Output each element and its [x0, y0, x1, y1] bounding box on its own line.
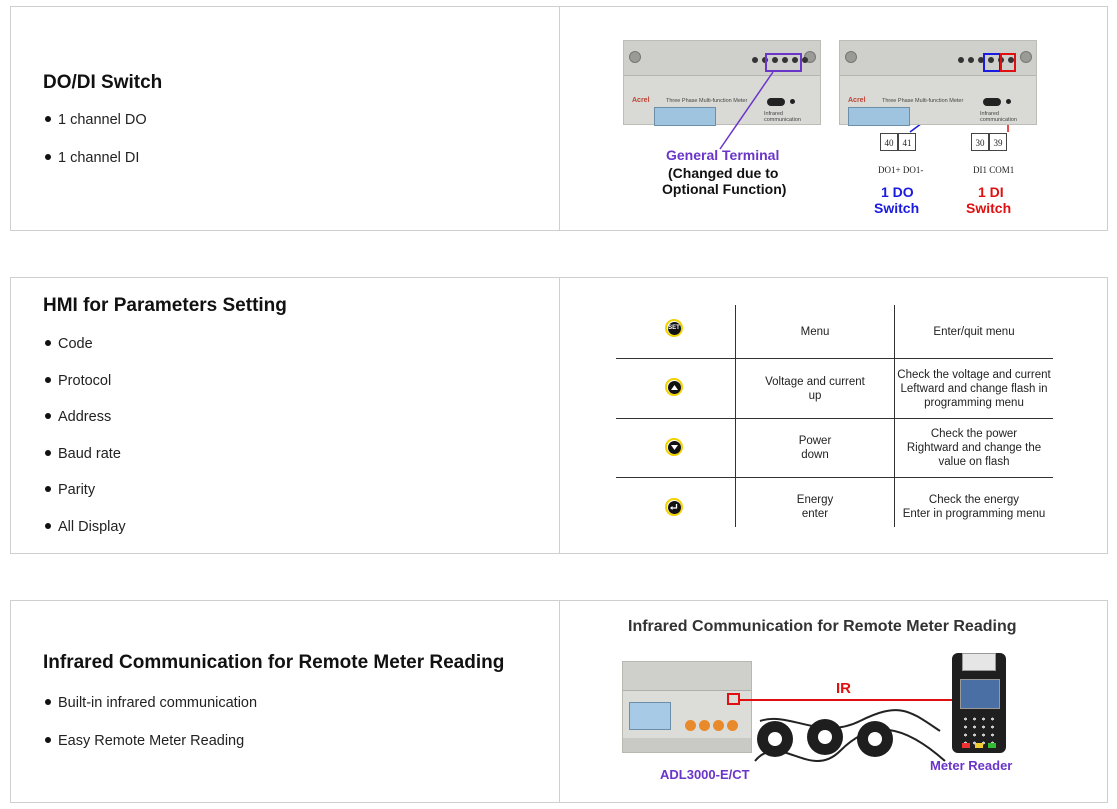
bullet-item: Address [45, 409, 111, 425]
do-switch-label: 1 DO [881, 184, 914, 200]
bullet-item: Parity [45, 482, 95, 498]
ir-figure [560, 601, 1107, 802]
bullet-icon [45, 154, 51, 160]
meter-model-label: ADL3000-E/CT [660, 767, 750, 782]
bullet-icon [45, 116, 51, 122]
bullet-item: Code [45, 336, 93, 352]
di-switch-label: Switch [966, 200, 1012, 216]
bullet-icon [45, 450, 51, 456]
table-cell: Energy enter [796, 494, 834, 520]
bullet-item: 1 channel DI [45, 150, 139, 166]
bullet-icon [45, 523, 51, 529]
bullet-icon [45, 486, 51, 492]
bullet-icon [45, 377, 51, 383]
do-switch-label: Switch [874, 200, 920, 216]
section-title: DO/DI Switch [43, 72, 163, 93]
di-terminal-highlight [1000, 53, 1016, 72]
table-cell: Check the voltage and current Leftward and change flash in programming menu [897, 368, 1051, 409]
ir-label: IR [836, 680, 851, 697]
down-button-icon [665, 438, 683, 456]
table-cell: Power down [798, 435, 832, 461]
table-cell: Check the energy Enter in programming menu [902, 494, 1046, 520]
bullet-item: Easy Remote Meter Reading [45, 733, 244, 749]
di-switch-label: 1 DI [978, 184, 1004, 200]
current-transformer-clamps [750, 701, 950, 771]
table-cell: Enter/quit menu [933, 326, 1015, 338]
enter-button-icon [665, 498, 683, 516]
meter-image-switch: Acrel Three Phase Multi-function Meter Infrared communication [839, 40, 1037, 125]
section-card-infrared [10, 600, 1108, 803]
bullet-icon [45, 413, 51, 419]
set-button-icon: SET [665, 319, 683, 337]
section-title: Infrared Communication for Remote Meter Reading [43, 652, 505, 673]
terminal-box: 41 [898, 133, 916, 151]
table-cell: Voltage and current up [765, 375, 865, 402]
changed-note-line1: (Changed due to [668, 165, 779, 181]
do-terminal-labels: DO1+ DO1- [878, 165, 924, 175]
terminal-box: 30 [971, 133, 989, 151]
bullet-item: Protocol [45, 373, 111, 389]
section-card-dodi [10, 6, 1108, 231]
bullet-icon [45, 340, 51, 346]
do-terminal-highlight [983, 53, 1001, 72]
ir-port-highlight [727, 693, 740, 705]
bullet-icon [45, 737, 51, 743]
hmi-table [560, 278, 1107, 553]
section-title: HMI for Parameters Setting [43, 295, 287, 316]
adl3000-meter-image [622, 661, 752, 753]
meter-reader-label: Meter Reader [930, 758, 1013, 773]
dodi-figure [560, 7, 1107, 230]
general-terminal-label: General Terminal [666, 147, 780, 163]
up-button-icon [665, 378, 683, 396]
bullet-item: Built-in infrared communication [45, 695, 257, 711]
bullet-icon [45, 699, 51, 705]
terminal-box: 39 [989, 133, 1007, 151]
terminal-box: 40 [880, 133, 898, 151]
table-cell: Check the power Rightward and change the value on flash [906, 428, 1042, 468]
changed-note-line2: Optional Function) [662, 181, 787, 197]
meter-image-general: Acrel Three Phase Multi-function Meter Infrared communication [623, 40, 821, 125]
ir-figure-title: Infrared Communication for Remote Meter Reading [628, 618, 1017, 635]
bullet-item: 1 channel DO [45, 112, 147, 128]
di-terminal-labels: DI1 COM1 [973, 165, 1015, 175]
bullet-item: Baud rate [45, 446, 121, 462]
meter-reader-device-image [952, 653, 1006, 753]
table-cell: Menu [800, 326, 830, 338]
bullet-item: All Display [45, 519, 126, 535]
section-card-hmi [10, 277, 1108, 554]
